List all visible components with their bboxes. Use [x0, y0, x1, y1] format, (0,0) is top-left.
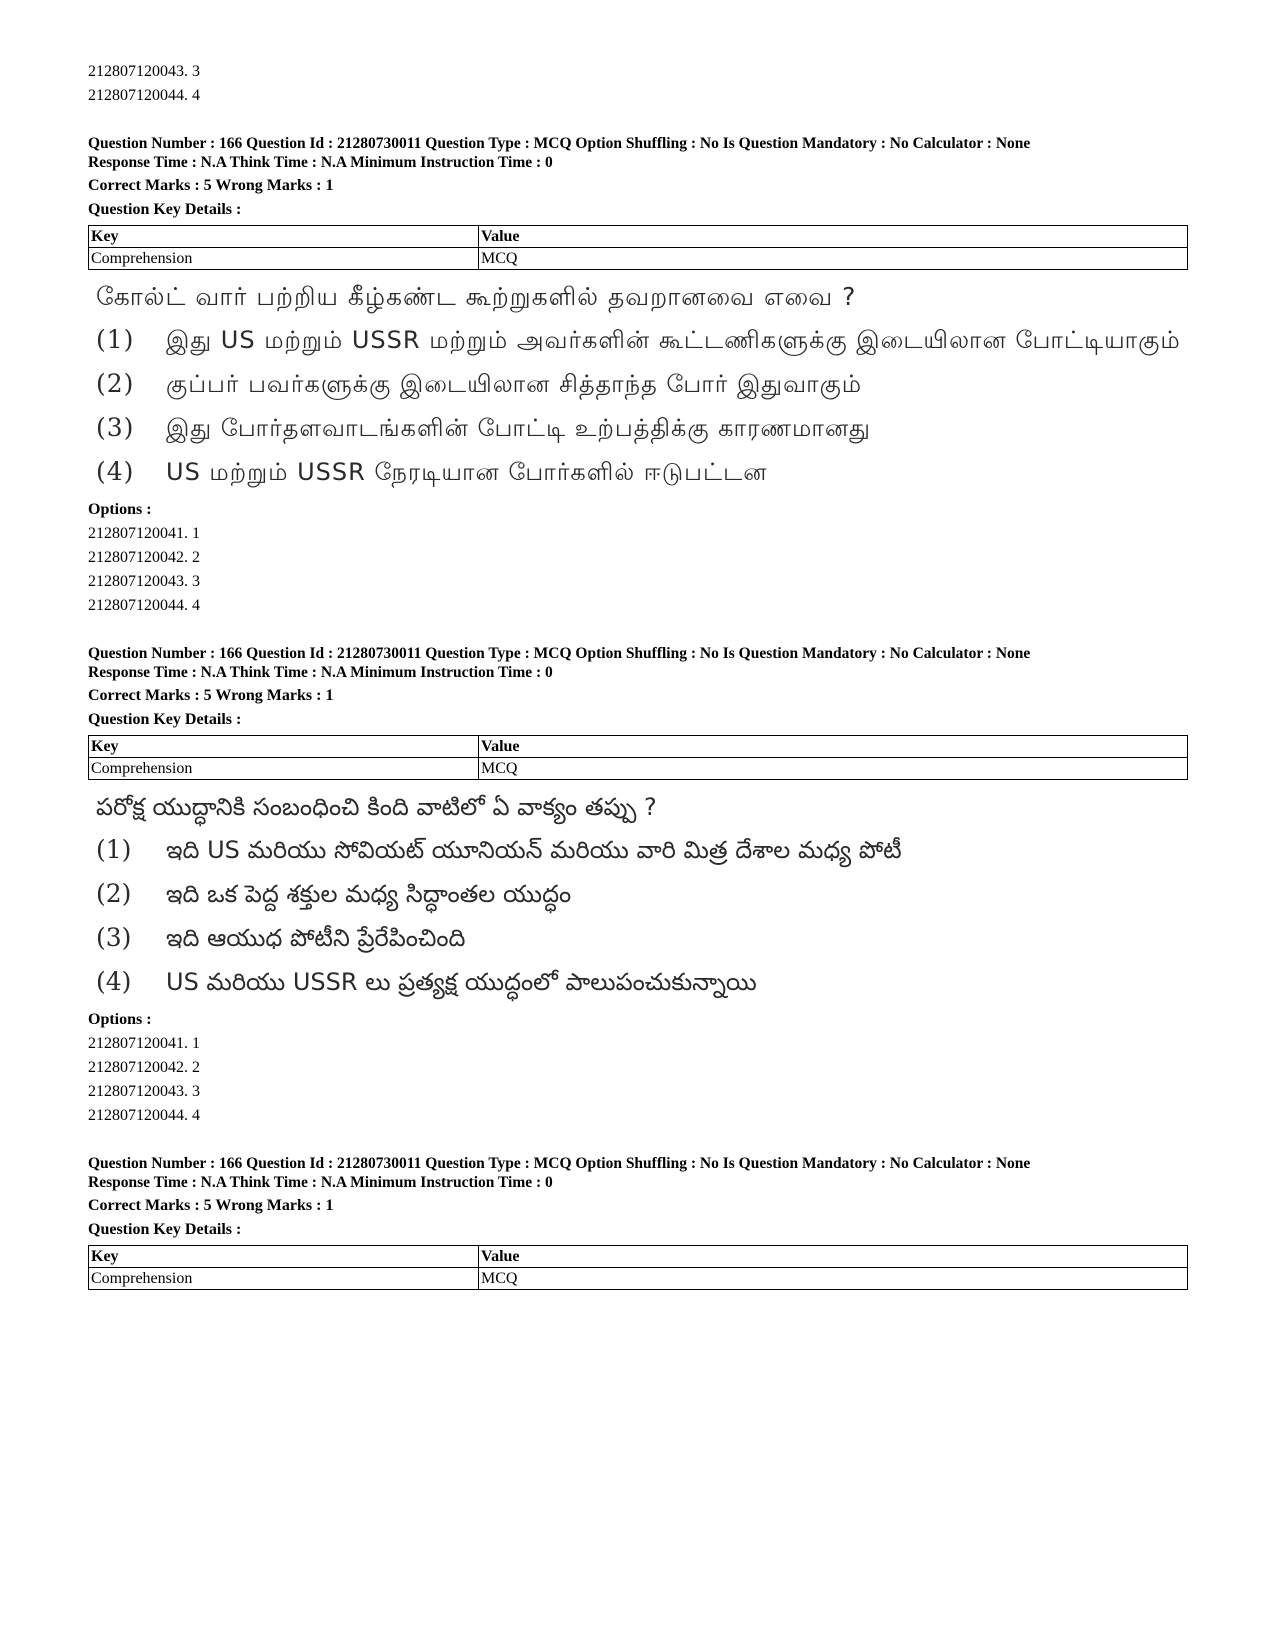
option-line: 212807120043. 3 — [88, 63, 200, 80]
marks-line: Correct Marks : 5 Wrong Marks : 1 — [88, 687, 334, 704]
question-meta: Question Number : 166 Question Id : 21280730011 Question Type : MCQ Option Shuffling : No Is Question Mandatory : No Calculator : None — [88, 645, 1031, 662]
question-meta: Question Number : 166 Question Id : 21280730011 Question Type : MCQ Option Shuffling : No Is Question Mandatory : No Calculator : None — [88, 135, 1031, 152]
question-image — [88, 270, 1188, 488]
question-stem: கோல்ட் வார் பற்றிய கீழ்கண்ட கூற்றுகளில் தவறானவை எவை ? — [96, 282, 857, 311]
option-line: 212807120041. 1 — [88, 525, 200, 542]
question-stem: పరోక్ష యుద్ధానికి సంబంధించి కింది వాటిలో ఏ వాక్యం తప్పు ? — [96, 793, 657, 821]
option-line: 212807120042. 2 — [88, 1059, 200, 1076]
option-text: ఇది US మరియు సోవియట్ యూనియన్ మరియు వారి మిత్ర దేశాల మధ్య పోటీ — [166, 836, 902, 864]
key-details-label: Question Key Details : — [88, 1221, 242, 1238]
question-option — [88, 324, 1188, 356]
question-option — [88, 368, 1188, 400]
option-number: (1) — [96, 835, 132, 864]
question-block-partial — [88, 1154, 1188, 1290]
question-timing: Response Time : N.A Think Time : N.A Minimum Instruction Time : 0 — [88, 1174, 553, 1191]
option-line: 212807120043. 3 — [88, 1083, 200, 1100]
document-page — [88, 60, 1188, 1290]
option-number: (3) — [96, 413, 135, 442]
option-line: 212807120044. 4 — [88, 597, 200, 614]
marks-line: Correct Marks : 5 Wrong Marks : 1 — [88, 1197, 334, 1214]
value-cell: MCQ — [479, 248, 1188, 270]
option-text: குப்பர் பவர்களுக்கு இடையிலான சித்தாந்த போர் இதுவாகும் — [166, 370, 863, 398]
option-number: (2) — [96, 879, 132, 908]
option-text: ఇది ఒక పెద్ద శక్తుల మధ్య సిద్ధాంతల యుద్ధం — [166, 880, 572, 908]
option-line: 212807120044. 4 — [88, 87, 200, 104]
question-image — [88, 780, 1188, 998]
options-label: Options : — [88, 501, 152, 518]
option-text: US మరియు USSR లు ప్రత్యక్ష యుద్ధంలో పాలుపంచుకున్నాయి — [166, 968, 757, 996]
question-timing: Response Time : N.A Think Time : N.A Minimum Instruction Time : 0 — [88, 664, 553, 681]
option-number: (4) — [96, 967, 132, 996]
option-number: (3) — [96, 923, 132, 952]
question-block-tamil — [88, 134, 1188, 618]
question-option — [88, 456, 1188, 488]
option-text: இது போர்தளவாடங்களின் போட்டி உற்பத்திக்கு காரணமானது — [166, 414, 871, 442]
option-text: US மற்றும் USSR நேரடியான போர்களில் ஈடுபட்டன — [166, 458, 768, 486]
key-header: Key — [89, 736, 479, 758]
question-block-telugu — [88, 644, 1188, 1128]
question-option — [88, 834, 1188, 866]
option-text: இது US மற்றும் USSR மற்றும் அவர்களின் கூட்டணிகளுக்கு இடையிலான போட்டியாகும் — [166, 326, 1181, 354]
option-line: 212807120043. 3 — [88, 573, 200, 590]
question-option — [88, 922, 1188, 954]
key-details-table — [88, 735, 1188, 780]
key-details-table — [88, 1245, 1188, 1290]
value-header: Value — [479, 1246, 1188, 1268]
option-line: 212807120041. 1 — [88, 1035, 200, 1052]
key-details-label: Question Key Details : — [88, 201, 242, 218]
value-header: Value — [479, 226, 1188, 248]
option-number: (4) — [96, 457, 135, 486]
marks-line: Correct Marks : 5 Wrong Marks : 1 — [88, 177, 334, 194]
option-number: (1) — [96, 325, 135, 354]
value-cell: MCQ — [479, 758, 1188, 780]
question-timing: Response Time : N.A Think Time : N.A Minimum Instruction Time : 0 — [88, 154, 553, 171]
key-cell: Comprehension — [89, 1268, 479, 1290]
question-option — [88, 878, 1188, 910]
key-cell: Comprehension — [89, 758, 479, 780]
question-meta: Question Number : 166 Question Id : 21280730011 Question Type : MCQ Option Shuffling : No Is Question Mandatory : No Calculator : None — [88, 1155, 1031, 1172]
options-label: Options : — [88, 1011, 152, 1028]
key-cell: Comprehension — [89, 248, 479, 270]
option-text: ఇది ఆయుధ పోటీని ప్రేరేపించింది — [166, 924, 466, 952]
option-line: 212807120044. 4 — [88, 1107, 200, 1124]
key-header: Key — [89, 1246, 479, 1268]
option-number: (2) — [96, 369, 135, 398]
key-details-label: Question Key Details : — [88, 711, 242, 728]
value-cell: MCQ — [479, 1268, 1188, 1290]
question-option — [88, 412, 1188, 444]
question-option — [88, 966, 1188, 998]
option-line: 212807120042. 2 — [88, 549, 200, 566]
key-header: Key — [89, 226, 479, 248]
value-header: Value — [479, 736, 1188, 758]
key-details-table — [88, 225, 1188, 270]
